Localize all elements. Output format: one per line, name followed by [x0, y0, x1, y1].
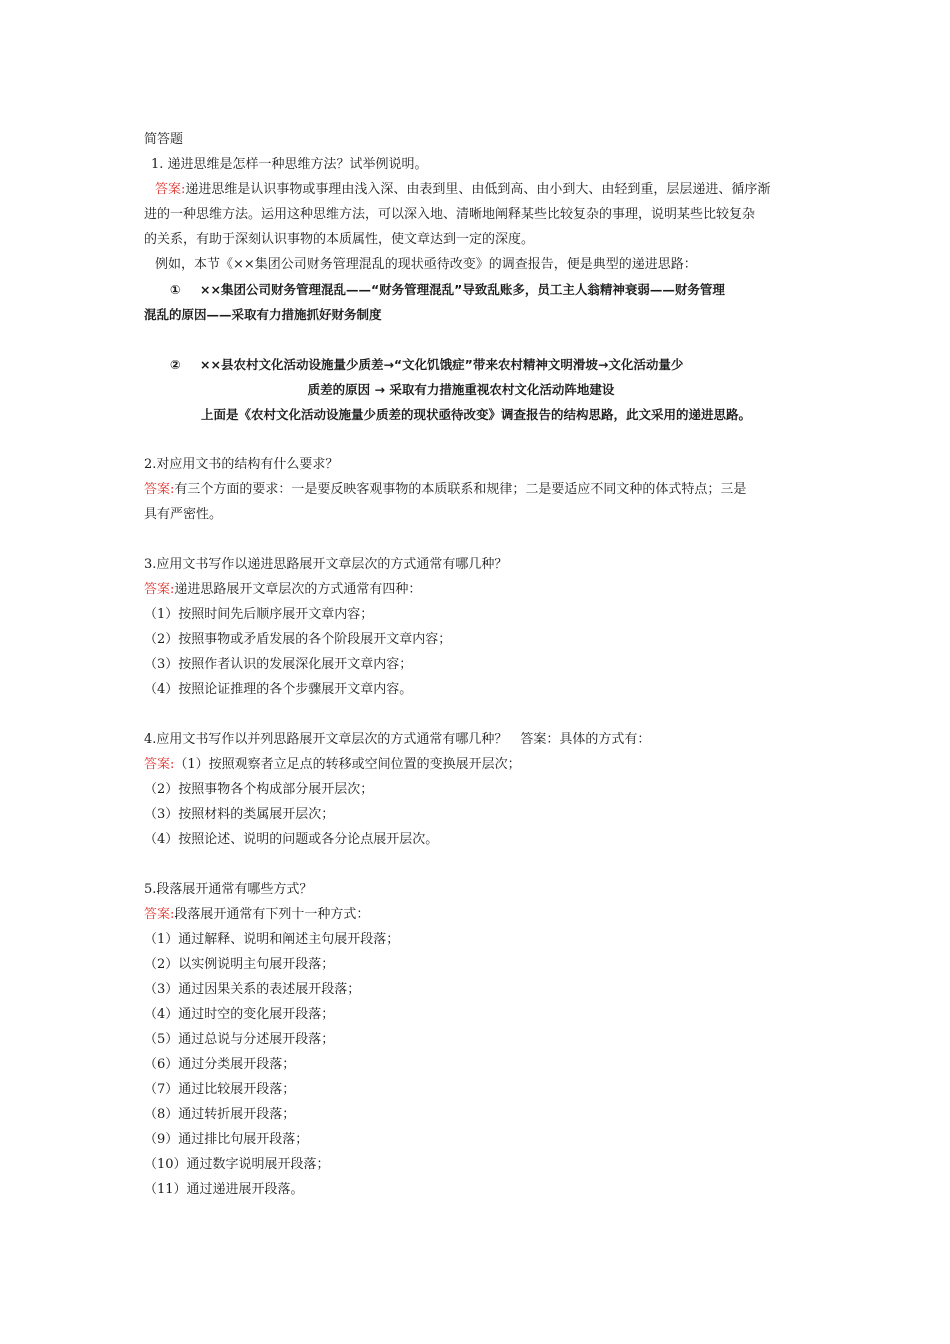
- q3-question: 3.应用文书写作以递进思路展开文章层次的方式通常有哪几种？: [144, 557, 508, 572]
- list-item: （2）以实例说明主句展开段落；: [144, 957, 335, 972]
- q2-question: 2.对应用文书的结构有什么要求？: [144, 457, 339, 472]
- section-heading: 简答题: [144, 132, 184, 147]
- chain-2-line-1: [144, 352, 808, 377]
- answer-text: （1）按照观察者立足点的转移或空间位置的变换展开层次；: [174, 757, 521, 772]
- q4-answer-first: [144, 752, 808, 777]
- answer-text: 段落展开通常有下列十一种方式：: [174, 907, 370, 922]
- chain-1-line-2: 混乱的原因——采取有力措施抓好财务制度: [144, 307, 382, 322]
- answer-label: 答案:: [155, 182, 186, 197]
- q2-answer-line-2: 具有严密性。: [144, 507, 223, 522]
- list-item: （3）通过因果关系的表述展开段落；: [144, 982, 361, 997]
- list-item: （5）通过总说与分述展开段落；: [144, 1032, 335, 1047]
- spacer: [144, 427, 808, 452]
- q1-answer-line-2: 进的一种思维方法。运用这种思维方法，可以深入地、清晰地阐释某些比较复杂的事理，说明某些比较复杂: [144, 207, 756, 222]
- list-item: （10）通过数字说明展开段落；: [144, 1157, 330, 1172]
- list-item: （2）按照事物或矛盾发展的各个阶段展开文章内容；: [144, 632, 452, 647]
- spacer: [144, 852, 808, 877]
- list-item: （3）按照作者认识的发展深化展开文章内容；: [144, 657, 413, 672]
- list-item: （9）通过排比句展开段落；: [144, 1132, 309, 1147]
- q1-question: 1. 递进思维是怎样一种思维方法？试举例说明。: [151, 157, 428, 172]
- answer-label: 答案:: [144, 757, 175, 772]
- list-item: （4）通过时空的变化展开段落；: [144, 1007, 335, 1022]
- q5-question: 5.段落展开通常有哪些方式？: [144, 882, 313, 897]
- answer-label: 答案:: [144, 482, 175, 497]
- spacer: [144, 327, 808, 352]
- q1-answer-line-1: [144, 177, 808, 202]
- list-item: （7）通过比较展开段落；: [144, 1082, 296, 1097]
- list-item: （3）按照材料的类属展开层次；: [144, 807, 335, 822]
- spacer: [144, 702, 808, 727]
- chain-2-note: 上面是《农村文化活动设施量少质差的现状亟待改变》调查报告的结构思路，此文采用的递进思路。: [200, 407, 751, 422]
- answer-text: 递进思路展开文章层次的方式通常有四种：: [174, 582, 422, 597]
- list-item: （1）按照时间先后顺序展开文章内容；: [144, 607, 374, 622]
- q1-answer-line-3: 的关系，有助于深刻认识事物的本质属性，使文章达到一定的深度。: [144, 232, 535, 247]
- q2-answer-line-1: [144, 477, 808, 502]
- chain-2-text: ××县农村文化活动设施量少质差→“文化饥饿症”带来农村精神文明滑坡→文化活动量少: [200, 357, 684, 372]
- spacer: [144, 527, 808, 552]
- document-body: [144, 127, 808, 1202]
- answer-text: 递进思维是认识事物或事理由浅入深、由表到里、由低到高、由小到大、由轻到重，层层递进、循序渐: [185, 182, 771, 197]
- q1-example-intro: 例如，本节《××集团公司财务管理混乱的现状亟待改变》的调查报告，便是典型的递进思路：: [155, 257, 697, 272]
- list-item: （11）通过递进展开段落。: [144, 1182, 304, 1197]
- chain-1-text: ××集团公司财务管理混乱——“财务管理混乱”导致乱账多，员工主人翁精神衰弱——财务管理: [200, 282, 725, 297]
- q3-answer-intro: [144, 577, 808, 602]
- answer-text: 有三个方面的要求：一是要反映客观事物的本质联系和规律；二是要适应不同文种的体式特点；三是: [174, 482, 747, 497]
- answer-label: 答案:: [144, 907, 175, 922]
- list-item: （8）通过转折展开段落；: [144, 1107, 296, 1122]
- q4-question: 4.应用文书写作以并列思路展开文章层次的方式通常有哪几种？ 答案：具体的方式有：: [144, 732, 651, 747]
- list-item: （1）通过解释、说明和阐述主句展开段落；: [144, 932, 400, 947]
- chain-1-line-1: [144, 277, 808, 302]
- list-item: （4）按照论述、说明的问题或各分论点展开层次。: [144, 832, 439, 847]
- answer-label: 答案:: [144, 582, 175, 597]
- q5-answer-intro: [144, 902, 808, 927]
- chain-2-line-2: 质差的原因 → 采取有力措施重视农村文化活动阵地建设: [307, 382, 615, 397]
- list-item: （2）按照事物各个构成部分展开层次；: [144, 782, 374, 797]
- chain-2-number: ②: [170, 357, 181, 372]
- list-item: （6）通过分类展开段落；: [144, 1057, 296, 1072]
- chain-1-number: ①: [170, 282, 181, 297]
- list-item: （4）按照论证推理的各个步骤展开文章内容。: [144, 682, 413, 697]
